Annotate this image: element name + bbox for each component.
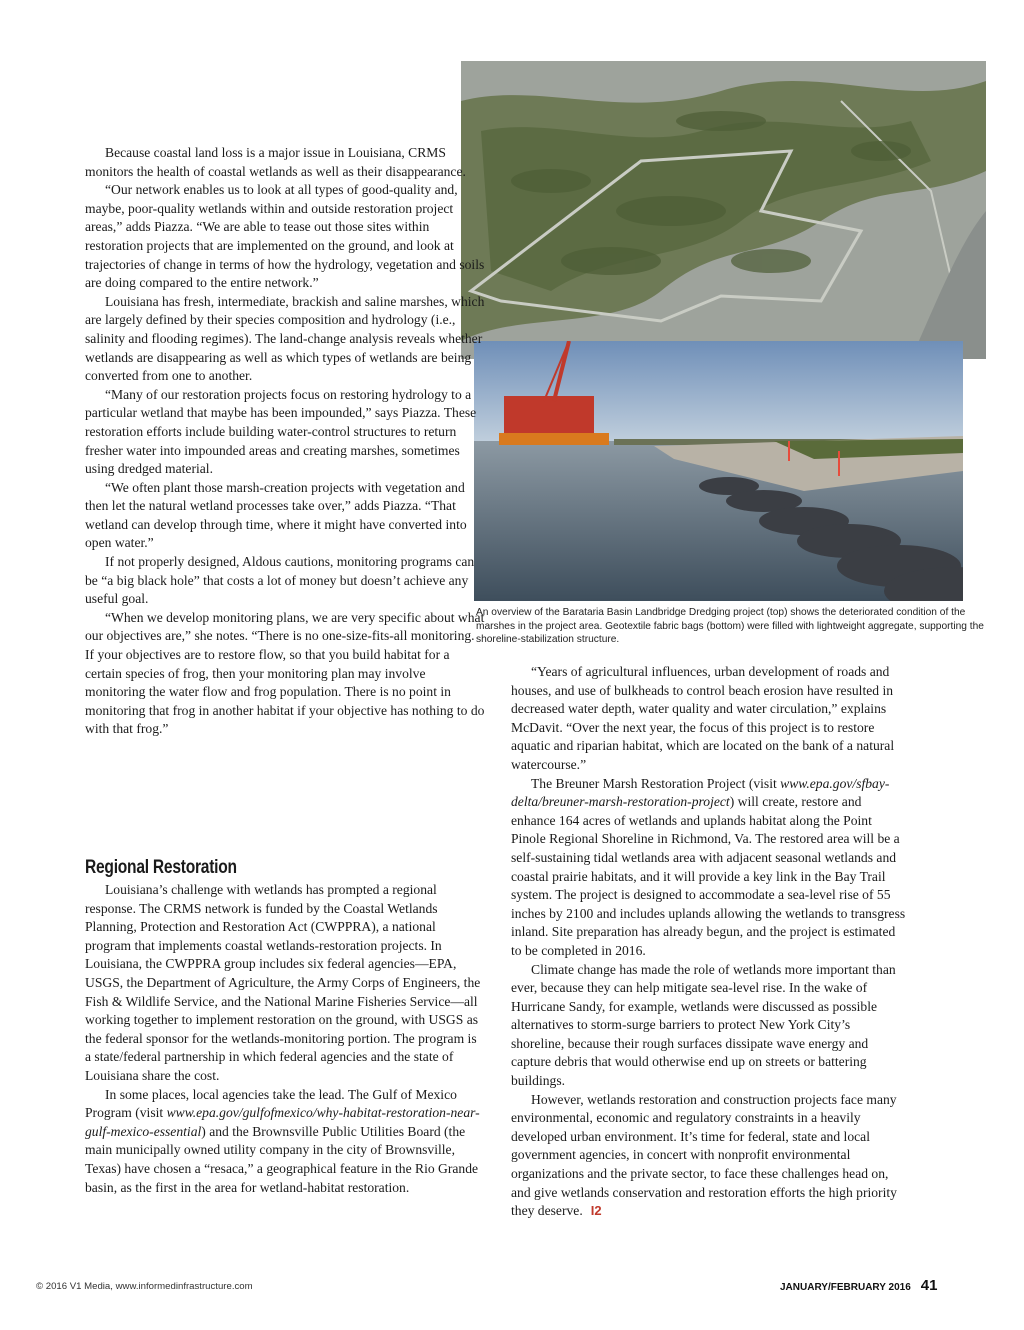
regional-column <box>85 881 485 1197</box>
paragraph: Because coastal land loss is a major issue in Louisiana, CRMS monitors the health of coastal wetlands as well as their disappearance. <box>85 145 466 179</box>
geotextile-bags-photo <box>474 341 963 601</box>
aerial-marsh-photo <box>461 61 986 359</box>
footer-copyright: © 2016 V1 Media, www.informedinfrastructure.com <box>36 1281 253 1292</box>
footer-issue <box>780 1277 937 1294</box>
end-mark: I2 <box>590 1203 602 1219</box>
paragraph: “Our network enables us to look at all types of good-quality and, maybe, poor-quality wetlands within and outside restoration project areas,” adds Piazza. “We are able to tease out those sites within restoration projects that are implemented on the ground, and look at trajectories of change in terms of how the hydrology, vegetation and soils are doing compared to the entire network.” <box>85 182 485 291</box>
right-column <box>511 663 906 1221</box>
left-column <box>85 144 485 739</box>
section-subhead: Regional Restoration <box>85 857 237 878</box>
gulf-program-link[interactable]: www.epa.gov/gulfofmexico/why-habitat-restoration-near-gulf-mexico-essential <box>85 1105 480 1139</box>
paragraph: “Years of agricultural influences, urban development of roads and houses, and use of bulkheads to control beach erosion have resulted in decreased water depth, water quality and water circulation,” explains McDavit. “Over the next year, the focus of this project is to restore aquatic and riparian habitat, which are located on the bank of a natural watercourse.” <box>511 664 895 772</box>
issue-date: JANUARY/FEBRUARY 2016 <box>780 1282 911 1293</box>
paragraph: The Breuner Marsh Restoration Project (visit www.epa.gov/sfbay-delta/breuner-marsh-restoration-project) will create, restore and enhance 164 acres of wetlands and uplands habitat along the Point Pinole Regional Shoreline in Richmond, Va. The restored area will be a self-sustaining tidal wetlands area with adjacent seasonal wetlands and coastal prairie habitats, and it will provide a key link in the Bay Trail system. The project is designed to accommodate a sea-level rise of 55 inches by 2100 and includes uplands allowing the wetlands to transgress inland. Site preparation has already begun, and the project is estimated to be completed in 2016. <box>511 775 906 958</box>
paragraph: Louisiana has fresh, intermediate, brackish and saline marshes, which are largely defined by their species composition and hydrology (i.e., salinity and flooding regimes). The land-change analysis reveals whether wetlands are disappearing as well as which types of wetlands are being converted from one to another. <box>85 293 485 384</box>
paragraph: However, wetlands restoration and construction projects face many environmental, economic and regulatory constraints in a heavily developed urban environment. It’s time for federal, state and local government agencies, in concert with nonprofit environmental organizations and the private sector, to face these challenges head on, and give wetlands conservation and restoration efforts the high priority they deserve. I2 <box>511 1091 897 1219</box>
paragraph: “Many of our restoration projects focus on restoring hydrology to a particular wetland that maybe has been impounded,” says Piazza. These restoration efforts include building water-control structures to return fresher water into impounded areas and creating marshes, sometimes using dredged material. <box>85 386 477 477</box>
paragraph: Louisiana’s challenge with wetlands has prompted a regional response. The CRMS network is funded by the Coastal Wetlands Planning, Protection and Restoration Act (CWPPRA), a national program that implements coastal wetlands-restoration projects. In Louisiana, the CWPPRA group includes six federal agencies—EPA, USGS, the Department of Agriculture, the Army Corps of Engineers, the Fish & Wildlife Service, and the National Marine Fisheries Service—all working together to implement restoration on the ground, with USGS as the federal sponsor for the wetlands-monitoring portion. The program is a state/federal partnership in which federal agencies and the state of Louisiana share the cost. <box>85 882 481 1083</box>
paragraph: “When we develop monitoring plans, we are very specific about what our objectives are,” she notes. “There is no one-size-fits-all monitoring. If your objectives are to restore flow, so that you build habitat for a certain species of frog, then your monitoring plan may involve monitoring the water flow and frog population. There is no point in monitoring that frog in another habitat if your objective has nothing to do with that frog.” <box>85 609 485 737</box>
breuner-marsh-link[interactable]: www.epa.gov/sfbay-delta/breuner-marsh-restoration-project <box>511 775 890 810</box>
paragraph: Climate change has made the role of wetlands more important than ever, because they can help mitigate sea-level rise. In the wake of Hurricane Sandy, for example, wetlands were discussed as possible alternatives to storm-surge barriers to protect New York City’s shoreline, because their rough surfaces dissipate wave energy and capture debris that would otherwise end up on streets or battering buildings. <box>511 961 896 1089</box>
paragraph: In some places, local agencies take the lead. The Gulf of Mexico Program (visit www.epa.gov/gulfofmexico/why-habitat-restoration-near-gulf-mexico-essential) and the Brownsville Public Utilities Board (the main municipally owned utility company in the city of Brownsville, Texas) have chosen a “resaca,” a geographical feature in the Rio Grande basin, as the first in the area for wetland-habitat restoration. <box>85 1086 480 1195</box>
photo-caption: An overview of the Barataria Basin Landbridge Dredging project (top) shows the deteriorated condition of the marshes in the project area. Geotextile fabric bags (bottom) were filled with lightweight aggregate, supporting the shoreline-stabilization structure. <box>476 607 984 645</box>
paragraph: If not properly designed, Aldous cautions, monitoring programs can be “a big black hole” that costs a lot of money but doesn’t achieve any useful goal. <box>85 554 475 607</box>
page-number: 41 <box>920 1277 938 1294</box>
paragraph: “We often plant those marsh-creation projects with vegetation and then let the natural wetland processes take over,” adds Piazza. “That wetland can develop through time, where it might have converted into open water.” <box>85 479 467 551</box>
